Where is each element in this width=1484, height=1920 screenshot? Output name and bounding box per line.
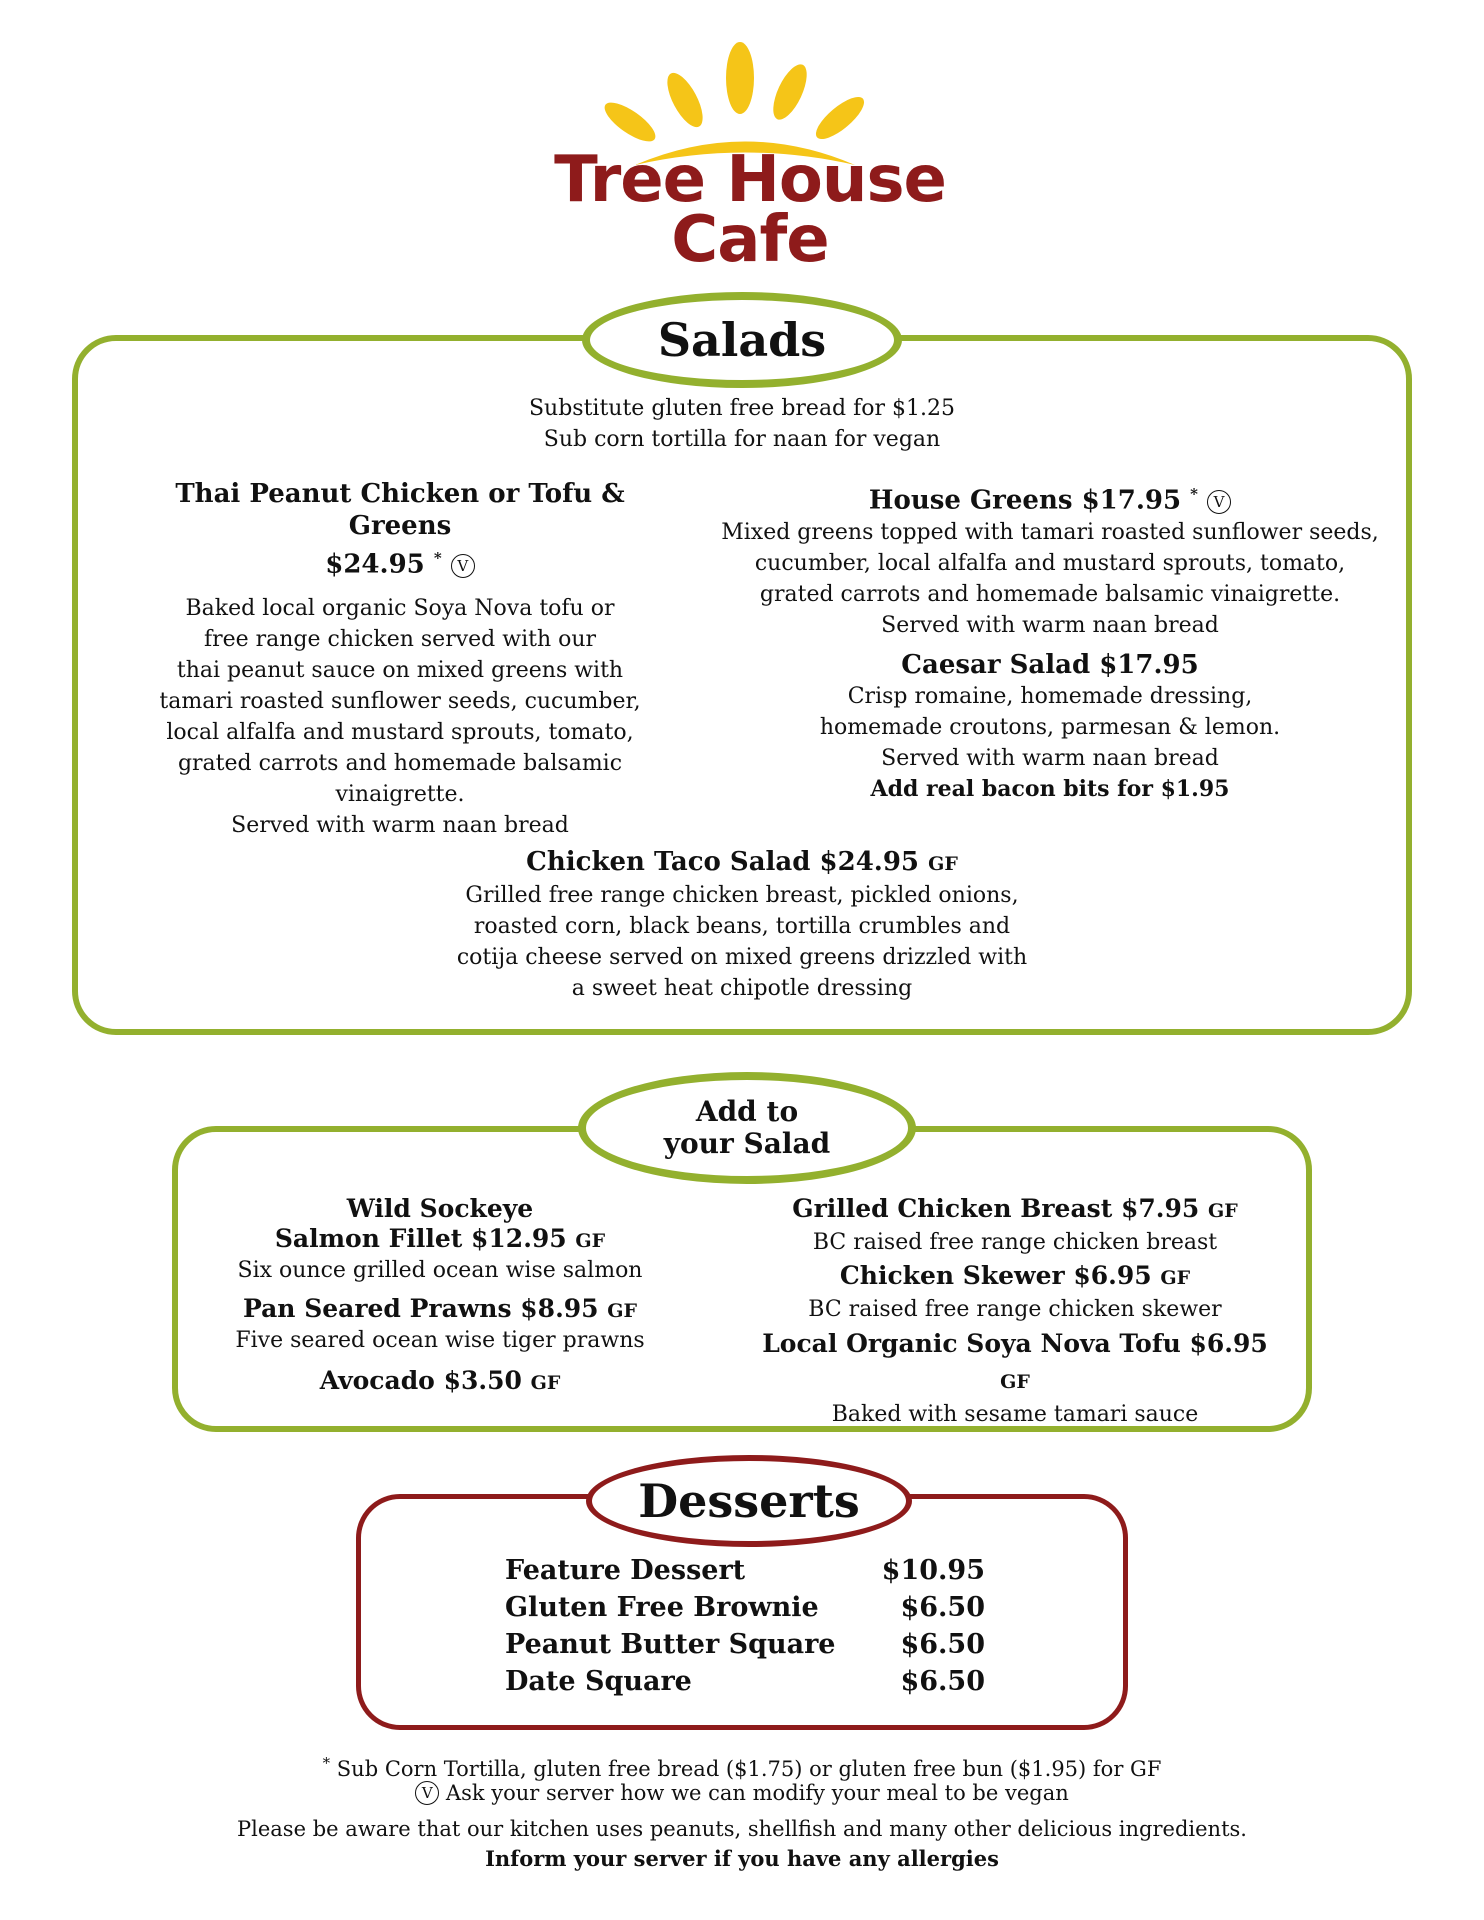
asterisk-mark: * <box>1190 485 1198 503</box>
item-description <box>120 593 680 841</box>
item-title: Caesar Salad <box>901 649 1091 680</box>
note-line: Sub corn tortilla for naan for vegan <box>543 427 941 452</box>
item-price-line <box>120 542 680 581</box>
item-title: Local Organic Soya Nova Tofu <box>762 1329 1181 1358</box>
desserts-heading <box>586 1455 912 1547</box>
item-title: Pan Seared Prawns <box>242 1294 512 1323</box>
vegan-icon: V <box>1207 490 1231 514</box>
gf-badge: GF <box>1000 1371 1030 1393</box>
item-title-line <box>205 1366 675 1398</box>
dessert-price: $6.50 <box>900 1666 985 1697</box>
caesar-extra: Add real bacon bits for $1.95 <box>870 775 1230 802</box>
vegan-icon: V <box>415 1781 439 1805</box>
desc-line: Crisp romaine, homemade dressing, <box>847 683 1253 709</box>
item-price: $6.95 <box>1073 1261 1152 1290</box>
salads-heading <box>582 292 902 388</box>
vegan-note-text: Ask your server how we can modify your meal to be vegan <box>445 1781 1069 1805</box>
item-price: $12.95 <box>471 1224 567 1253</box>
allergy-note-bold: Inform your server if you have any allergies <box>485 1846 999 1871</box>
asterisk-mark: * <box>433 549 442 567</box>
gf-badge: GF <box>928 853 958 875</box>
item-title-line <box>205 1294 675 1326</box>
desc-line: roasted corn, black beans, tortilla crumbles and <box>473 914 1011 939</box>
item-title-line <box>745 1194 1285 1226</box>
item-title-line <box>745 1326 1285 1400</box>
dessert-row <box>505 1555 985 1593</box>
item-price: $24.95 <box>325 549 425 580</box>
addons-left-column <box>205 1194 675 1398</box>
gf-badge: GF <box>1160 1267 1191 1289</box>
desserts-heading-text: Desserts <box>638 1474 860 1528</box>
desc-line: tamari roasted sunflower seeds, cucumber, <box>159 688 641 714</box>
item-title-line <box>392 846 1092 880</box>
asterisk-mark: * <box>322 1754 331 1772</box>
desc-line: thai peanut sauce on mixed greens with <box>176 657 624 683</box>
addons-right-column <box>745 1194 1285 1430</box>
caesar-description <box>720 681 1380 805</box>
gf-badge: GF <box>607 1300 638 1322</box>
dessert-price: $6.50 <box>900 1592 985 1623</box>
chicken-taco-salad-item <box>392 846 1092 1004</box>
dessert-row <box>505 1629 985 1667</box>
salads-heading-text: Salads <box>657 313 827 367</box>
item-price: $3.50 <box>443 1366 522 1395</box>
desc-line: cotija cheese served on mixed greens drizzled with <box>456 945 1028 970</box>
desc-line: Baked local organic Soya Nova tofu or <box>185 595 615 621</box>
gf-note-text: Sub Corn Tortilla, gluten free bread ($1.75) or gluten free bun ($1.95) for GF <box>336 1757 1162 1781</box>
item-description: BC raised free range chicken skewer <box>808 1297 1222 1322</box>
item-price: $24.95 <box>819 847 920 877</box>
item-title: Avocado <box>319 1366 435 1395</box>
item-title: Chicken Skewer <box>839 1261 1065 1290</box>
desc-line: grated carrots and homemade balsamic vinaigrette. <box>759 581 1341 607</box>
vegan-icon: V <box>451 554 475 578</box>
item-description <box>392 880 1092 1004</box>
desc-line: Grilled free range chicken breast, pickled onions, <box>465 883 1019 908</box>
item-price: $17.95 <box>1099 649 1199 680</box>
gf-badge: GF <box>575 1230 606 1252</box>
logo-title-line2: Cafe <box>671 203 829 277</box>
dessert-name: Gluten Free Brownie <box>505 1592 819 1623</box>
item-title-line <box>205 1224 675 1256</box>
item-title-line <box>745 1260 1285 1294</box>
item-price: $8.95 <box>520 1294 599 1323</box>
dessert-name: Feature Dessert <box>505 1555 746 1586</box>
item-title: Salmon Fillet <box>274 1224 463 1253</box>
gf-badge: GF <box>1208 1200 1238 1222</box>
caesar-title-line <box>720 649 1380 681</box>
desc-line: Served with warm naan bread <box>881 745 1219 771</box>
item-description <box>720 517 1380 641</box>
desc-line: a sweet heat chipotle dressing <box>571 976 913 1001</box>
item-title: Wild Sockeye <box>346 1194 534 1223</box>
vegan-footnote <box>0 1778 1484 1808</box>
note-line: Substitute gluten free bread for $1.25 <box>528 396 956 421</box>
desc-line: free range chicken served with our <box>203 626 597 652</box>
item-title: House Greens <box>868 485 1073 516</box>
allergy-note-text: Please be aware that our kitchen uses peanuts, shellfish and many other delicious ingredients. <box>237 1817 1247 1841</box>
addons-heading-line: Add to <box>695 1095 799 1128</box>
logo <box>540 40 960 277</box>
thai-salad-item <box>120 478 680 841</box>
salads-notes <box>342 393 1142 455</box>
dessert-name: Date Square <box>505 1666 692 1697</box>
item-description: Six ounce grilled ocean wise salmon <box>237 1258 643 1283</box>
desc-line: homemade croutons, parmesan & lemon. <box>819 714 1281 740</box>
item-price: $17.95 <box>1081 485 1182 516</box>
desc-line: grated carrots and homemade balsamic vinaigrette. <box>177 750 623 807</box>
desc-line: local alfalfa and mustard sprouts, tomato, <box>166 719 634 745</box>
desc-line: Served with warm naan bread <box>881 612 1219 638</box>
gf-badge: GF <box>530 1372 561 1394</box>
addons-heading <box>578 1072 916 1184</box>
desc-line: Mixed greens topped with tamari roasted sunflower seeds, <box>721 519 1379 545</box>
addons-heading-line: your Salad <box>663 1127 831 1160</box>
item-title-line <box>720 478 1380 517</box>
dessert-price: $10.95 <box>881 1555 985 1586</box>
logo-title-line1: Tree House <box>554 143 946 217</box>
item-description: Five seared ocean wise tiger prawns <box>235 1328 645 1353</box>
dessert-row <box>505 1592 985 1630</box>
item-title: Chicken Taco Salad <box>526 847 811 877</box>
desc-line: Served with warm naan bread <box>231 812 569 838</box>
dessert-row <box>505 1666 985 1704</box>
item-price: $7.95 <box>1121 1194 1200 1223</box>
item-price: $6.95 <box>1189 1329 1268 1358</box>
item-title: Grilled Chicken Breast <box>792 1194 1113 1223</box>
dessert-name: Peanut Butter Square <box>505 1629 836 1660</box>
item-description: BC raised free range chicken breast <box>812 1230 1218 1255</box>
house-greens-item <box>720 478 1380 805</box>
desc-line: cucumber, local alfalfa and mustard sprouts, tomato, <box>754 550 1346 576</box>
item-description: Baked with sesame tamari sauce <box>831 1402 1199 1427</box>
item-title: Thai Peanut Chicken or Tofu & Greens <box>175 479 625 541</box>
dessert-price: $6.50 <box>900 1629 985 1660</box>
allergy-note <box>0 1814 1484 1874</box>
